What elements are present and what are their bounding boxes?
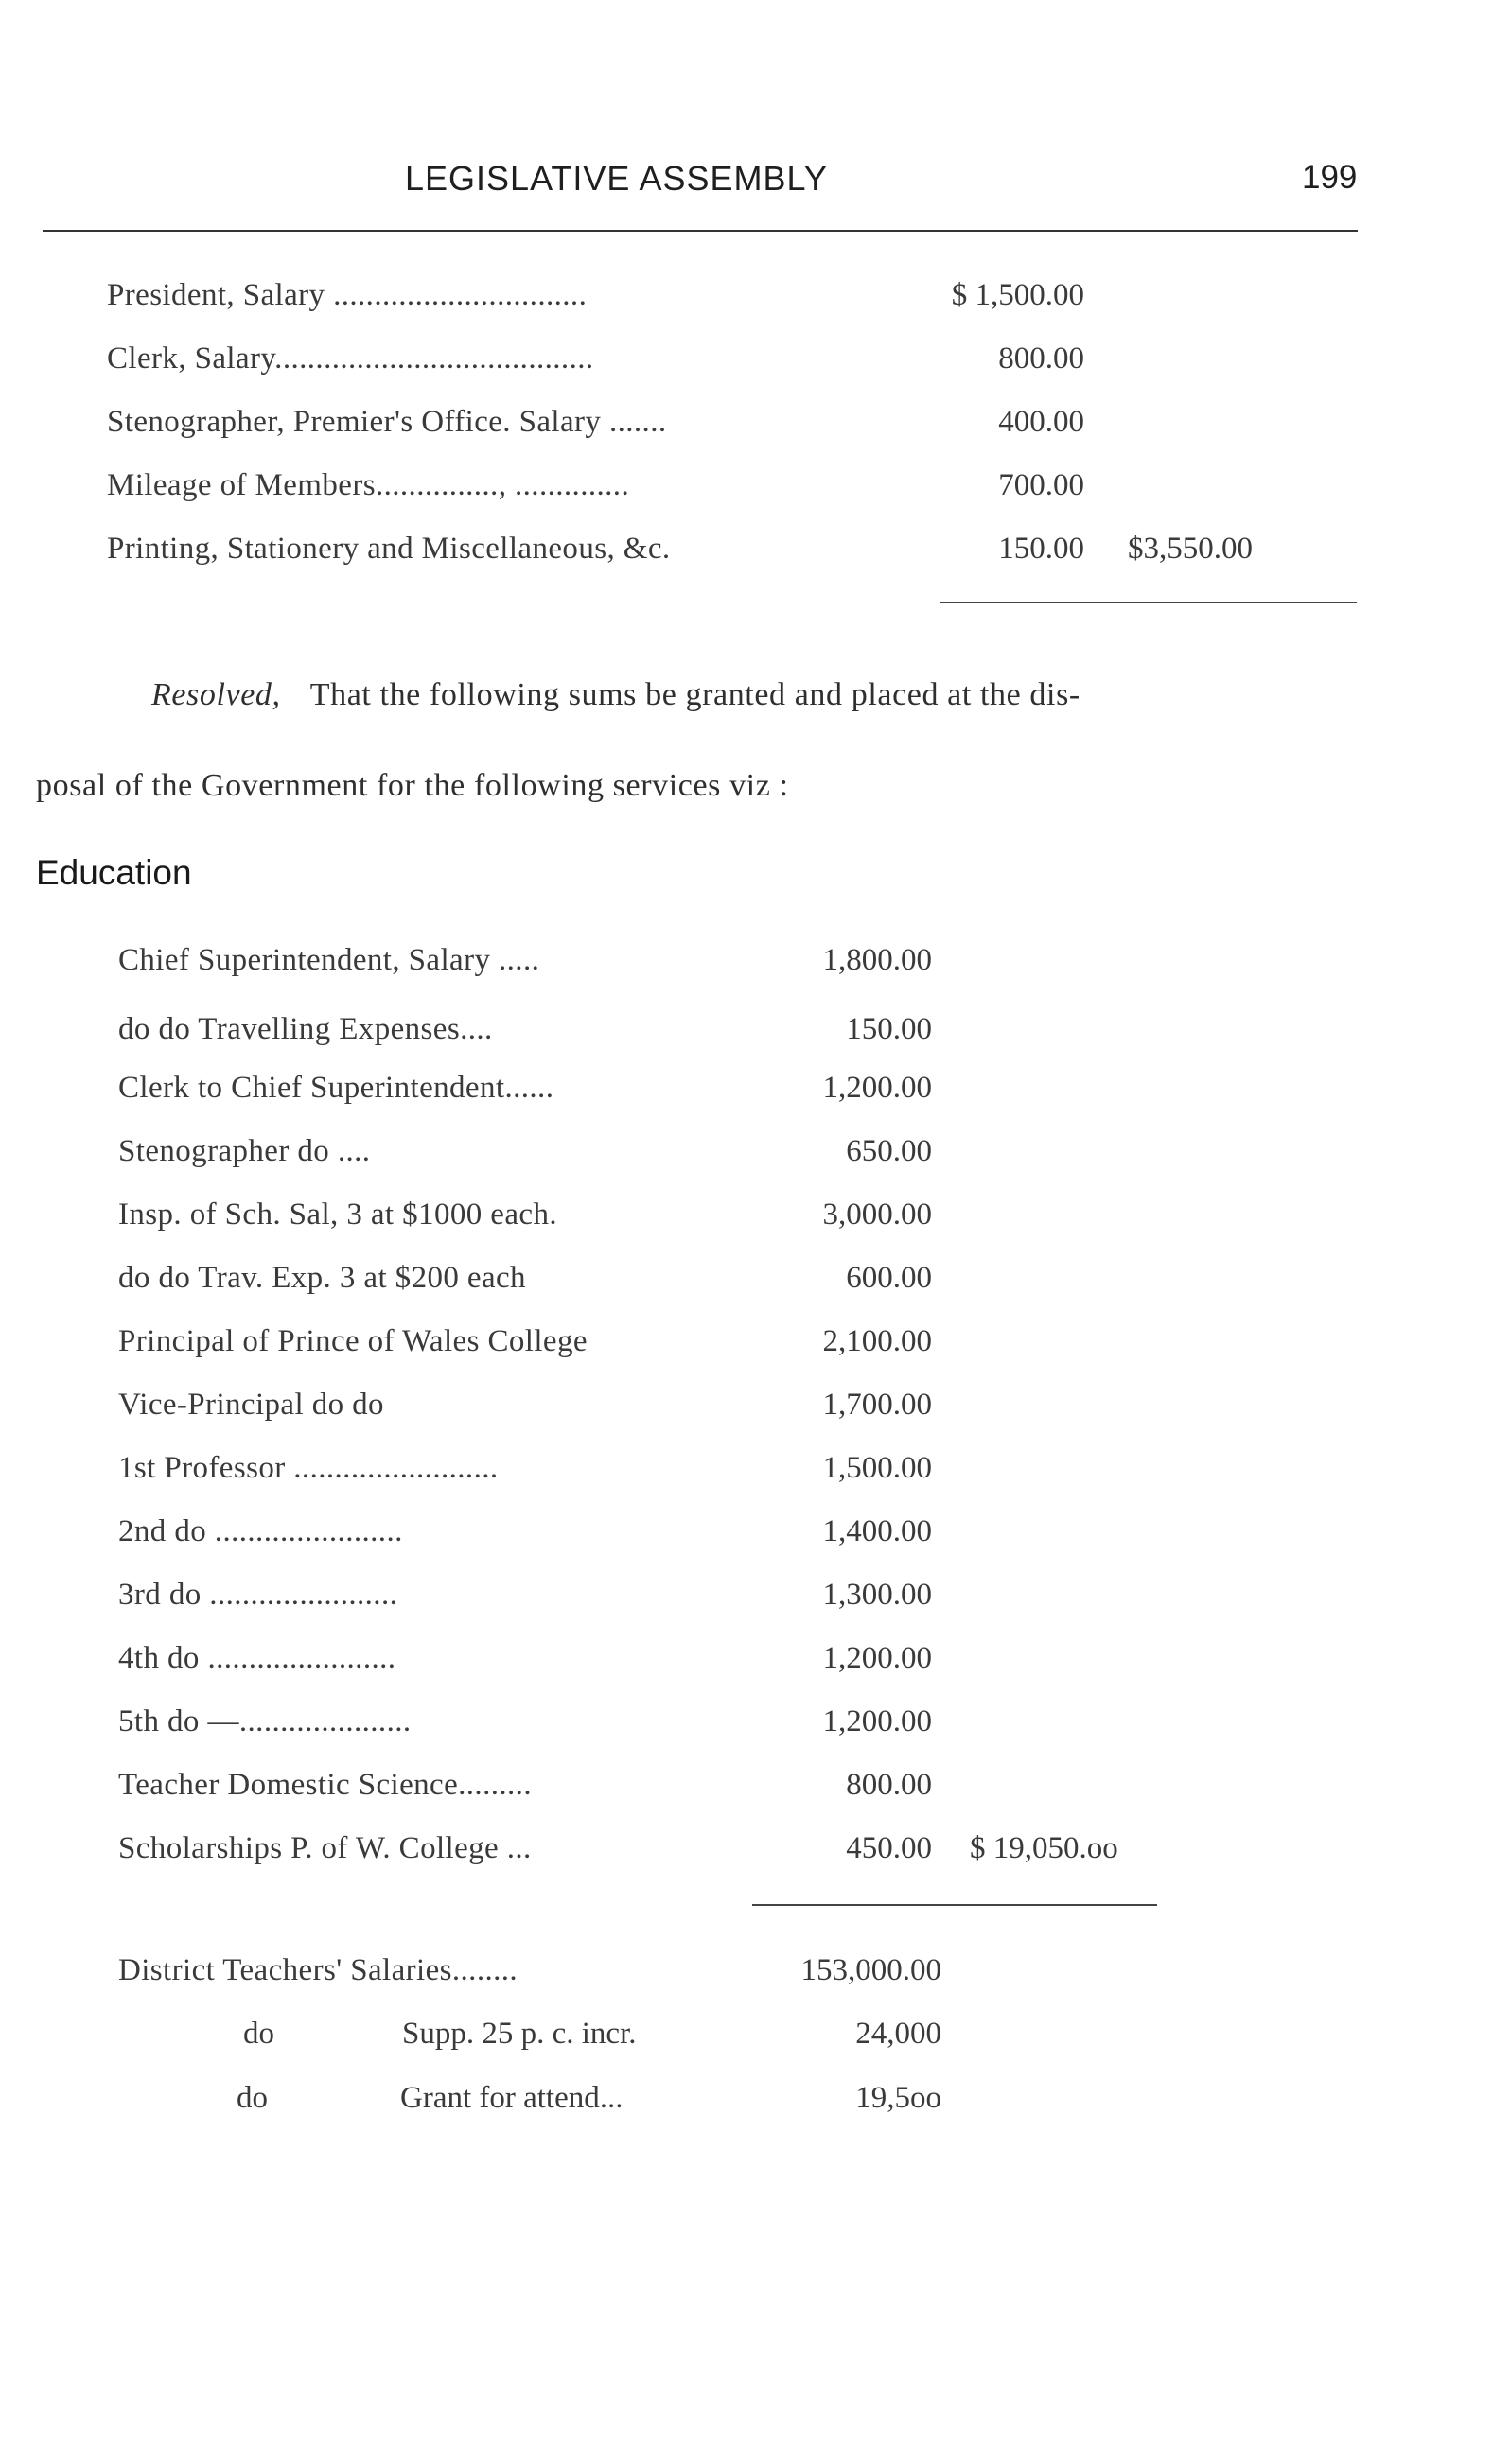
ledger-row: [107, 338, 1084, 379]
ledger-row-label: 5th do —.....................: [118, 1704, 412, 1739]
ledger-row: [118, 1511, 932, 1552]
ledger-row-amount: 650.00: [846, 1134, 932, 1168]
ledger-row-label: Stenographer do ....: [118, 1134, 371, 1168]
ledger-row: [118, 1067, 932, 1109]
block1-total-rule: [940, 602, 1357, 603]
ledger-row-amount: 1,700.00: [822, 1388, 932, 1422]
header-rule: [43, 230, 1358, 232]
ledger-row-amount: 800.00: [998, 341, 1084, 376]
ledger-row: [118, 2013, 941, 2054]
ledger-row: [107, 401, 1084, 443]
ledger-row-amount: 150.00: [998, 532, 1084, 566]
ledger-row-amount: $ 1,500.00: [951, 278, 1084, 312]
ledger-row-label: do do Trav. Exp. 3 at $200 each: [118, 1261, 526, 1295]
ledger-row: [118, 2077, 941, 2119]
ledger-row-amount: 153,000.00: [800, 1953, 941, 1987]
page-number: 199: [1302, 159, 1358, 196]
ledger-row-label: Vice-Principal do do: [118, 1388, 384, 1422]
ledger-row-label: Stenographer, Premier's Office. Salary .......: [107, 405, 667, 439]
ledger-row: [118, 939, 932, 981]
page-header-title: LEGISLATIVE ASSEMBLY: [405, 159, 828, 198]
ledger-row-label: 1st Professor .........................: [118, 1451, 499, 1485]
ledger-row: [118, 1257, 932, 1299]
ditto-mark: do: [243, 2017, 274, 2051]
ledger-row: [107, 528, 1084, 569]
ledger-row-amount: 1,800.00: [822, 943, 932, 977]
ledger-row-amount: 700.00: [998, 468, 1084, 502]
ledger-row-label: Principal of Prince of Wales College: [118, 1324, 588, 1358]
section-heading: Education: [36, 853, 192, 892]
ledger-row-amount: 3,000.00: [822, 1197, 932, 1232]
ledger-row-amount: 1,200.00: [822, 1641, 932, 1675]
ledger-row: [118, 1130, 932, 1172]
ledger-row: [118, 1701, 932, 1742]
ledger-row-label: 3rd do .......................: [118, 1578, 398, 1612]
ledger-row-amount: 1,500.00: [822, 1451, 932, 1485]
ledger-row: [118, 1447, 932, 1489]
ledger-row-amount: 450.00: [846, 1831, 932, 1865]
ledger-row-amount: 19,5oo: [855, 2081, 941, 2115]
ledger-row-label: District Teachers' Salaries........: [118, 1953, 518, 1987]
resolution-line-2: posal of the Government for the following services viz :: [36, 768, 789, 803]
ledger-row-label: 2nd do .......................: [118, 1514, 403, 1548]
ledger-row: [118, 1949, 941, 1991]
ledger-row-label: President, Salary ...............................: [107, 278, 588, 312]
ditto-mark: do: [237, 2081, 268, 2115]
resolution-line-1: [151, 677, 1080, 713]
ledger-row-amount: 1,200.00: [822, 1071, 932, 1105]
ledger-row-label: Supp. 25 p. c. incr.: [402, 2017, 637, 2051]
ledger-row-label: Grant for attend...: [400, 2081, 624, 2115]
ledger-row-label: 4th do .......................: [118, 1641, 396, 1675]
ledger-row-amount: 1,200.00: [822, 1704, 932, 1739]
ledger-row-label: do do Travelling Expenses....: [118, 1012, 493, 1046]
ledger-row-amount: 2,100.00: [822, 1324, 932, 1358]
education-total-rule: [752, 1904, 1157, 1906]
ledger-row-label: Mileage of Members..............., ..............: [107, 468, 630, 502]
ledger-row: [118, 1827, 932, 1869]
ledger-row-amount: 150.00: [846, 1012, 932, 1046]
ledger-row-label: Printing, Stationery and Miscellaneous, &c.: [107, 532, 671, 566]
ledger-row: [107, 464, 1084, 506]
education-total: $ 19,050.oo: [970, 1831, 1118, 1865]
ledger-row-amount: 1,400.00: [822, 1514, 932, 1548]
ledger-row-amount: 600.00: [846, 1261, 932, 1295]
ledger-row: [118, 1384, 932, 1425]
resolution-lead: Resolved,: [151, 677, 281, 712]
ledger-row-amount: 24,000: [855, 2017, 941, 2051]
ledger-row-label: Clerk, Salary.......................................: [107, 341, 594, 376]
resolution-line-1-text: That the following sums be granted and placed at the dis-: [309, 677, 1080, 712]
ledger-row-label: Insp. of Sch. Sal, 3 at $1000 each.: [118, 1197, 557, 1232]
ledger-row-amount: 1,300.00: [822, 1578, 932, 1612]
ledger-row: [107, 274, 1084, 316]
ledger-row: [118, 1008, 932, 1050]
ledger-row: [118, 1637, 932, 1679]
ledger-row-amount: 800.00: [846, 1768, 932, 1802]
ledger-row-label: Clerk to Chief Superintendent......: [118, 1071, 554, 1105]
ledger-row-label: Teacher Domestic Science.........: [118, 1768, 532, 1802]
ledger-row: [118, 1320, 932, 1362]
block1-total: $3,550.00: [1128, 532, 1253, 566]
ledger-row-label: Scholarships P. of W. College ...: [118, 1831, 532, 1865]
ledger-row: [118, 1764, 932, 1806]
ledger-row: [118, 1574, 932, 1616]
ledger-row-amount: 400.00: [998, 405, 1084, 439]
ledger-row: [118, 1194, 932, 1235]
ledger-row-label: Chief Superintendent, Salary .....: [118, 943, 540, 977]
